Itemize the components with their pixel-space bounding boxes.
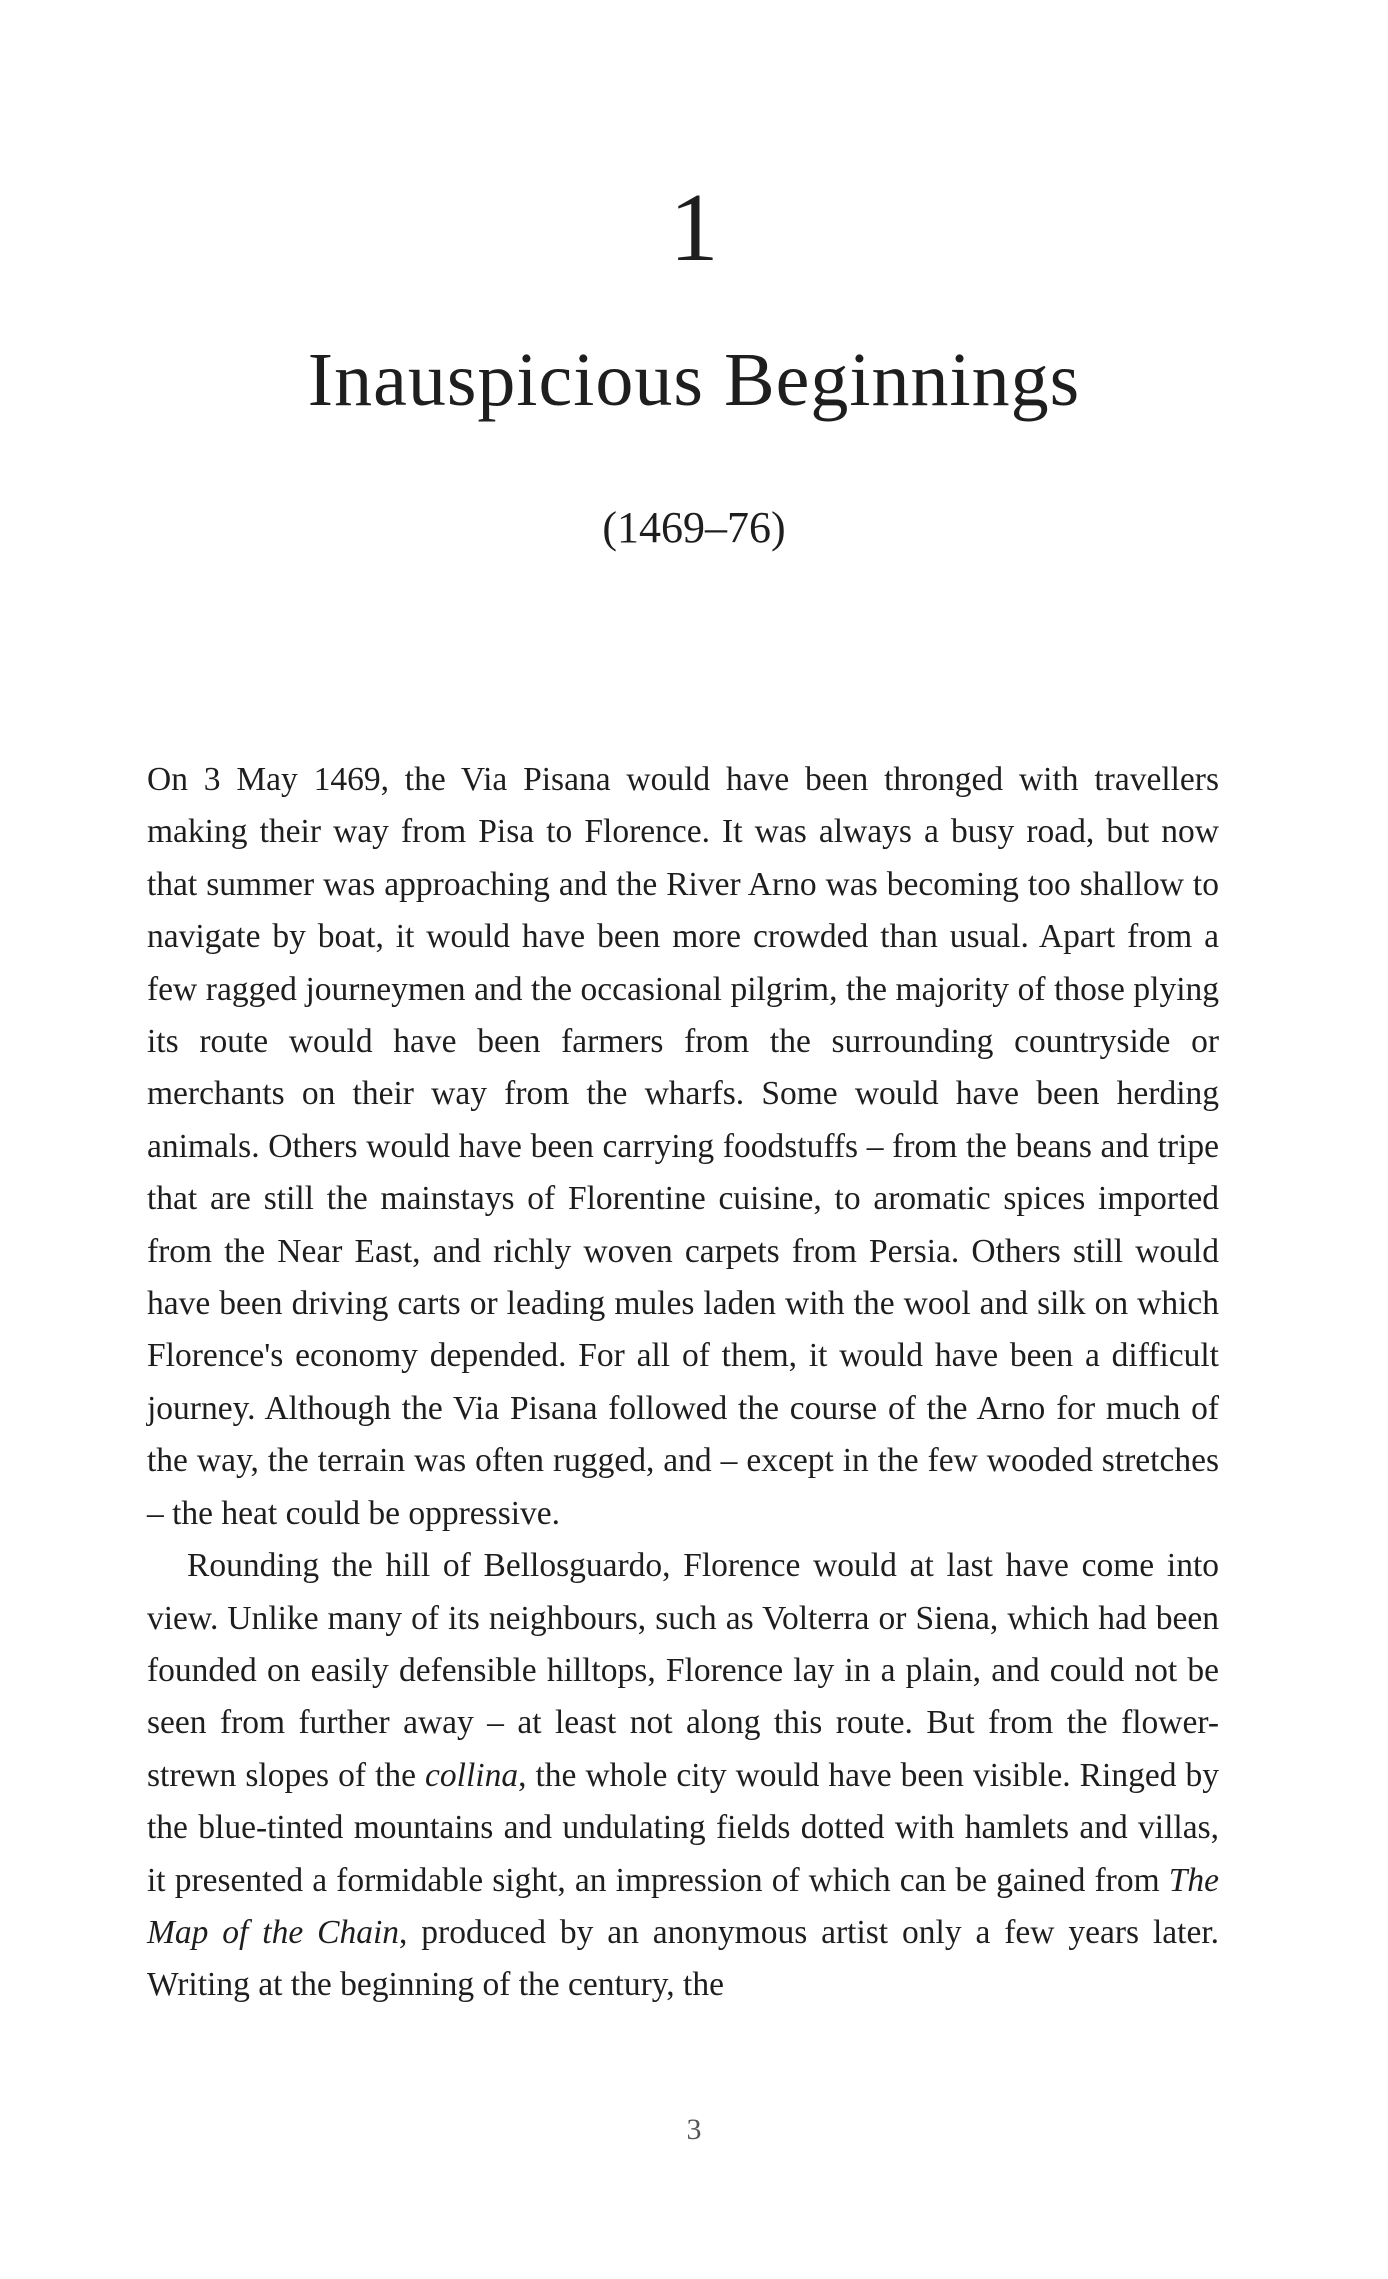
paragraph-2: [147, 1540, 1219, 2012]
paragraph-2-text-c: , produced by an anonymous artist only a few years later. Writing at the beginning of the century, the: [147, 1913, 1219, 2004]
paragraph-2-text-b: , the whole city would have been visible. Ringed by the blue-tinted mountains and undulating fields dotted with hamlets and villas, it presented a formidable sight, an impression of which can be gained from: [147, 1756, 1219, 1899]
italic-term-collina: collina: [425, 1756, 519, 1794]
page-number: 3: [686, 2113, 702, 2146]
chapter-number: 1: [669, 174, 719, 282]
chapter-title: Inauspicious Beginnings: [307, 338, 1081, 422]
paragraph-2-text-a: Rounding the hill of Bellosguardo, Florence would at last have come into view. Unlike many of its neighbours, such as Volterra or Siena, which had been founded on easily defensible hilltops, Florence lay in a plain, and could not be seen from further away – at least not along this route. But from the flower-strewn slopes of the: [147, 1547, 1219, 1794]
paragraph-1: On 3 May 1469, the Via Pisana would have been thronged with travellers making their way from Pisa to Florence. It was always a busy road, but now that summer was approaching and the River Arno was becoming too shallow to navigate by boat, it would have been more crowded than usual. Apart from a few ragged journeymen and the occasional pilgrim, the majority of those plying its route would have been farmers from the surrounding countryside or merchants on their way from the wharfs. Some would have been herding animals. Others would have been carrying foodstuffs – from the beans and tripe that are still the mainstays of Florentine cuisine, to aromatic spices imported from the Near East, and richly woven carpets from Persia. Others still would have been driving carts or leading mules laden with the wool and silk on which Florence's economy depended. For all of them, it would have been a difficult journey. Although the Via Pisana followed the course of the Arno for much of the way, the terrain was often rugged, and – except in the few wooded stretches – the heat could be oppressive.: [147, 761, 1219, 1532]
italic-title-map-of-the-chain: The Map of the Chain: [147, 1861, 1219, 1951]
chapter-body-text: [147, 754, 1219, 2012]
chapter-date-range: (1469–76): [602, 503, 786, 552]
